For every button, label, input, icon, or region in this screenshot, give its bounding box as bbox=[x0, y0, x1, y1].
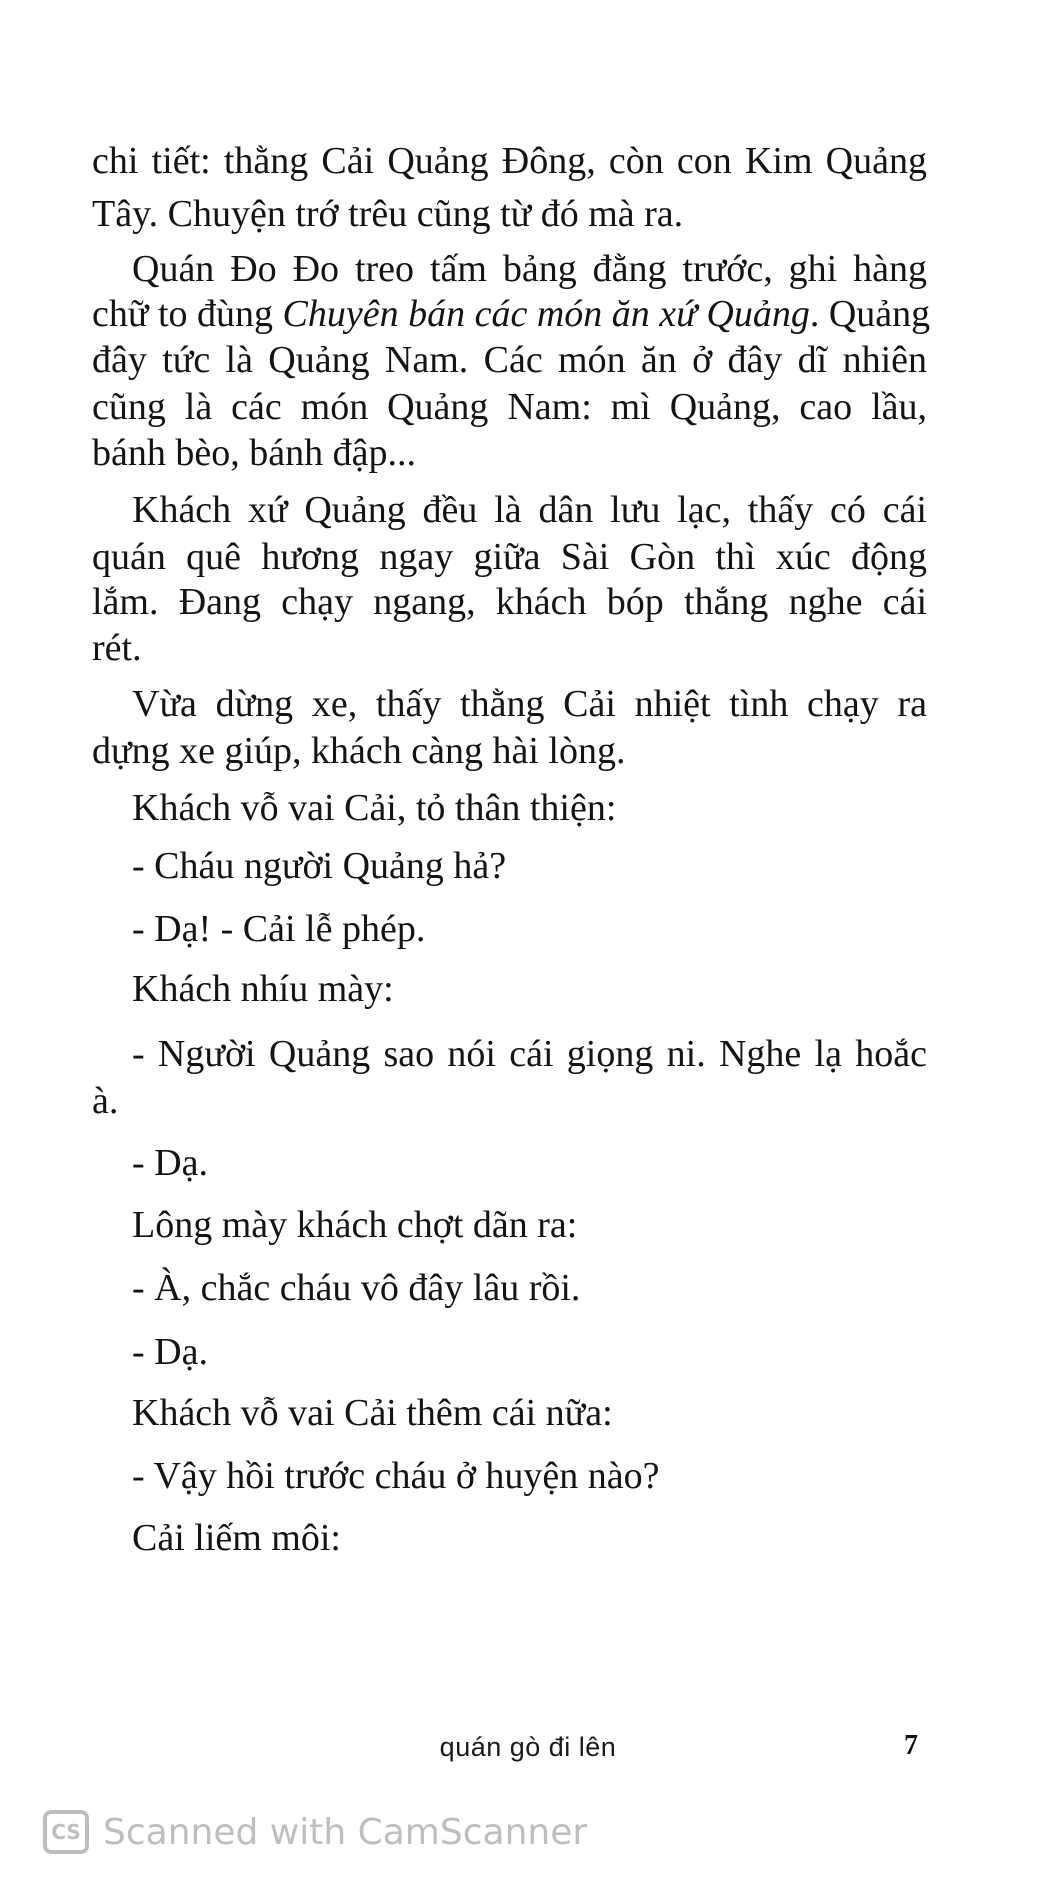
text-line bbox=[92, 620, 142, 676]
text-line bbox=[92, 425, 416, 481]
text-segment: . Quảng bbox=[809, 293, 931, 335]
italic-text: Chuyên bán các món ăn xứ Quảng bbox=[282, 293, 810, 335]
page-number: 7 bbox=[904, 1730, 918, 1761]
text-segment: dựng xe giúp, khách càng hài lòng. bbox=[92, 730, 626, 772]
text-line bbox=[132, 838, 506, 894]
text-line bbox=[132, 961, 394, 1017]
text-line bbox=[132, 1385, 613, 1441]
text-segment: - Dạ. bbox=[132, 1331, 208, 1373]
text-segment: chữ to đùng bbox=[92, 293, 283, 335]
text-line bbox=[92, 133, 927, 189]
text-segment: - Người Quảng sao nói cái giọng ni. Nghe lạ hoắc bbox=[132, 1033, 927, 1075]
text-segment: Lông mày khách chợt dãn ra: bbox=[132, 1204, 578, 1246]
text-segment: Khách vỗ vai Cải thêm cái nữa: bbox=[132, 1392, 613, 1434]
camscanner-logo-icon: CS bbox=[43, 1810, 89, 1854]
text-line bbox=[132, 1026, 927, 1082]
text-segment: Cải liếm môi: bbox=[132, 1517, 341, 1559]
text-line bbox=[132, 1448, 660, 1504]
text-segment: - À, chắc cháu vô đây lâu rồi. bbox=[132, 1267, 581, 1309]
text-segment: cũng là các món Quảng Nam: mì Quảng, cao lầu, bbox=[92, 386, 927, 428]
text-segment: Quán Đo Đo treo tấm bảng đằng trước, ghi hàng bbox=[132, 248, 927, 290]
text-segment: lắm. Đang chạy ngang, khách bóp thắng nghe cái bbox=[92, 581, 927, 623]
text-segment: - Dạ! - Cải lễ phép. bbox=[132, 908, 426, 950]
text-segment: Tây. Chuyện trớ trêu cũng từ đó mà ra. bbox=[92, 193, 684, 235]
text-segment: rét. bbox=[92, 627, 142, 669]
text-line bbox=[132, 1324, 208, 1380]
text-line bbox=[92, 723, 625, 779]
camscanner-watermark bbox=[43, 1808, 587, 1856]
text-line bbox=[92, 574, 927, 630]
text-segment: quán quê hương ngay giữa Sài Gòn thì xúc động bbox=[92, 536, 927, 578]
text-segment: - Vậy hồi trước cháu ở huyện nào? bbox=[132, 1455, 660, 1497]
text-line bbox=[132, 1135, 208, 1191]
text-line bbox=[132, 1260, 580, 1316]
text-line bbox=[92, 1073, 118, 1129]
text-line bbox=[132, 780, 616, 836]
text-segment: chi tiết: thằng Cải Quảng Đông, còn con Kim Quảng bbox=[92, 140, 927, 182]
text-segment: Khách vỗ vai Cải, tỏ thân thiện: bbox=[132, 787, 617, 829]
text-segment: Khách nhíu mày: bbox=[132, 968, 394, 1010]
text-segment: đây tức là Quảng Nam. Các món ăn ở đây dĩ nhiên bbox=[92, 339, 927, 381]
watermark-text: Scanned with CamScanner bbox=[103, 1811, 588, 1853]
text-segment: Vừa dừng xe, thấy thằng Cải nhiệt tình chạy ra bbox=[132, 683, 927, 725]
text-segment: - Dạ. bbox=[132, 1142, 208, 1184]
text-line bbox=[132, 1197, 577, 1253]
text-segment: Khách xứ Quảng đều là dân lưu lạc, thấy có cái bbox=[132, 489, 927, 531]
running-footer-title: quán gò đi lên bbox=[439, 1732, 617, 1762]
text-segment: à. bbox=[92, 1080, 119, 1122]
text-segment: bánh bèo, bánh đập... bbox=[92, 432, 416, 474]
text-segment: - Cháu người Quảng hả? bbox=[132, 845, 507, 887]
text-line bbox=[132, 901, 425, 957]
text-line bbox=[92, 186, 683, 242]
text-line bbox=[132, 1510, 341, 1566]
